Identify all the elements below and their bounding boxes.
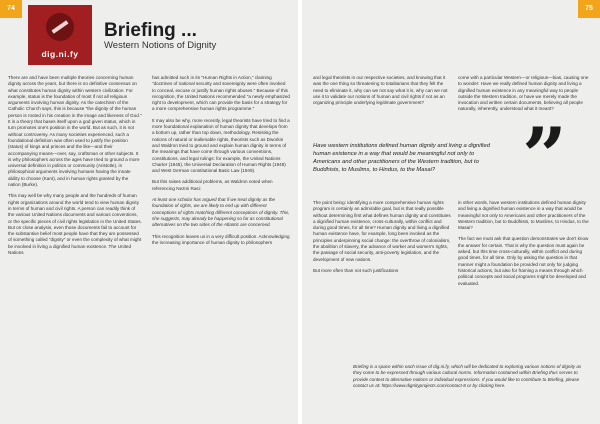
page-subtitle: Western Notions of Dignity <box>104 40 217 51</box>
right-column-1-bottom <box>313 200 451 279</box>
paragraph: But this raises additional problems, as Waldron noted when referencing Nezmi Rasi: <box>152 179 273 191</box>
block-quote: At least one scholar has argued that if we treat dignity as the foundation of rights, we are likely to end up with different conceptions of rights matching different conceptions of dignity. This, she suggests, may already be happening so far as constitutional alternatives on the two sides of the Atlantic are concerned. <box>152 197 290 228</box>
page-gutter <box>298 0 302 424</box>
paragraph: It may also be why, more recently, legal theorists have tried to find a more foundational explanation of human dignity that develops from a bottom up, rather than top down, methodology. Resisting the notions of natural or inalienable rights, theorists such as Dworkin and Waldron tried to ground and explain human dignity in terms of the meanings that have come through various conventions, constitutions, and legal rulings: for example, the United Nations Charter (1945), the Universal Declaration of Human Rights (1948) and West German constitutional Basic Law (1949). <box>152 117 290 174</box>
dignify-logo <box>28 5 92 65</box>
logo-wordmark: dig.ni.fy <box>41 49 79 59</box>
page-number-left: 74 <box>0 0 22 18</box>
paragraph: This may well be why many people and the hundreds of human rights organizations around the world tend to view human dignity in terms of human and civil rights. A person can readily think of the various United Nations documents and various conventions, or the specific pieces of civil rights legislation in the United States. But on close analysis, even those documents fail to account for the substantive belief most people have that they are possessed of something called "dignity" or even the complexity of what might be involved in living a dignified human existence. The United Nations <box>8 193 142 256</box>
paragraph: and legal theorists in our respective societies, and knowing that it was the one thing so threatening to totalitarians that they felt the need to eliminate it, why can we not say what it is, why can we not use it to validate our notions of human and civil rights if not as an organizing principle underlying legitimate government? <box>313 75 448 106</box>
paragraph: come with a particular Western—or religious—bias, causing one to wonder: Have we really defined human dignity and living a dignified human existence in any meaningful way to people outside the Western tradition, or have we merely made the invocation and written certain documents, believing all people naturally, inherently, understood what it meant? <box>458 75 589 112</box>
paragraph: But more often than not such justifications <box>313 267 399 273</box>
left-column-1 <box>8 75 142 261</box>
paragraph: There are and have been multiple theories concerning human dignity across the years, but there is no definitive consensus on what constitutes human dignity within western civilization. For example, status is the foundation of most if not all religious arguments involving human dignity. As the catechism of the Catholic Church says, this is because "the dignity of the human person is rooted in his creation in the image and likeness of God." It is a theory that bases itself upon a god given status, which in turn promotes one's position in the world. But as such, it is not without controversy. As many societies experienced, such a foundational definition was often used to justify the position (status) of kings and princes and the like—and their accompanying means—over, say, craftsman or other subjects. It is why philosophers across the ages have tried to ground a more universal definition in politics or community (Aristotle), in philosophical arguments involving humans having the innate ability to choose (Kant), and in human rights granted by the nation (Burke). <box>8 75 142 188</box>
page-number-right: 75 <box>578 0 600 18</box>
logo-emblem-icon <box>46 13 74 41</box>
left-column-2 <box>152 75 290 251</box>
right-column-1-top <box>313 75 451 111</box>
quote-mark-icon: ” <box>522 111 567 202</box>
paragraph: has admitted such in its "Human Rights in Action," claiming "doctrines of national security and sovereignty were often invoked to conceal, excuse or justify human rights abuses." Because of this recognition, the United Nations recommended "a newly emphasized right to development, which can provide the basis for a strategy for a more comprehensive human rights programme." <box>152 75 290 112</box>
page-title: Briefing ... <box>104 20 197 41</box>
paragraph: This recognition leaves us in a very difficult position. Acknowledging the increasing importance of human dignity to philosophers <box>152 233 290 245</box>
paragraph: in other words, have western institutions defined human dignity and living a dignified human existence in a way that would be meaningful not only to Americans and other practitioners of the Western tradition, but to Buddhists, to Muslims, to Hindus, to the Masai? <box>458 200 589 231</box>
paragraph: The fact we must ask that question demonstrates we don't know the answer for certain. That is why the question must again be asked, but this time cross-culturally, within conflict and during good times, for all time. Only by asking the question in that manner might a foundation be provided not only for judging historical actions, but also for framing a means through which political concepts and social programs might be developed and evaluated. <box>458 236 589 286</box>
right-column-2-bottom <box>458 200 593 292</box>
pull-quote: Have western institutions defined human dignity and living a dignified human existence in a way that would be meaningful not only to Americans and other practitioners of the Western tradition, but to Buddhists, to Muslims, to Hindus, to the Masai? <box>313 143 490 173</box>
paragraph: The point being: identifying a more comprehensive human rights program is certainly an admirable goal, but is that really possible without determining first what defines human dignity and constitutes a dignified human existence, cross-culturally, within conflict and during good times, for all time? Human dignity and living a dignified human existence have, for example, long been invoked as the principles underpinning social change: the overthrow of colonialism, the abolition of slavery, the advance of worker and women's rights, the passage of social security, anti-poverty legislation, and the development of new nations. <box>313 200 451 262</box>
briefing-footnote: Briefing is a space within each issue of dig.ni.fy, which will be dedicated to exploring various notions of dignity as they come to be expressed through various cultural norms. Information contained within Briefing thus serves to provide context to alternative notions or individual expressions. If you would like to contribute to Briefing, please contact us at: https://www.dignityprojects.com/contact-8 or by clicking here. <box>353 364 582 388</box>
